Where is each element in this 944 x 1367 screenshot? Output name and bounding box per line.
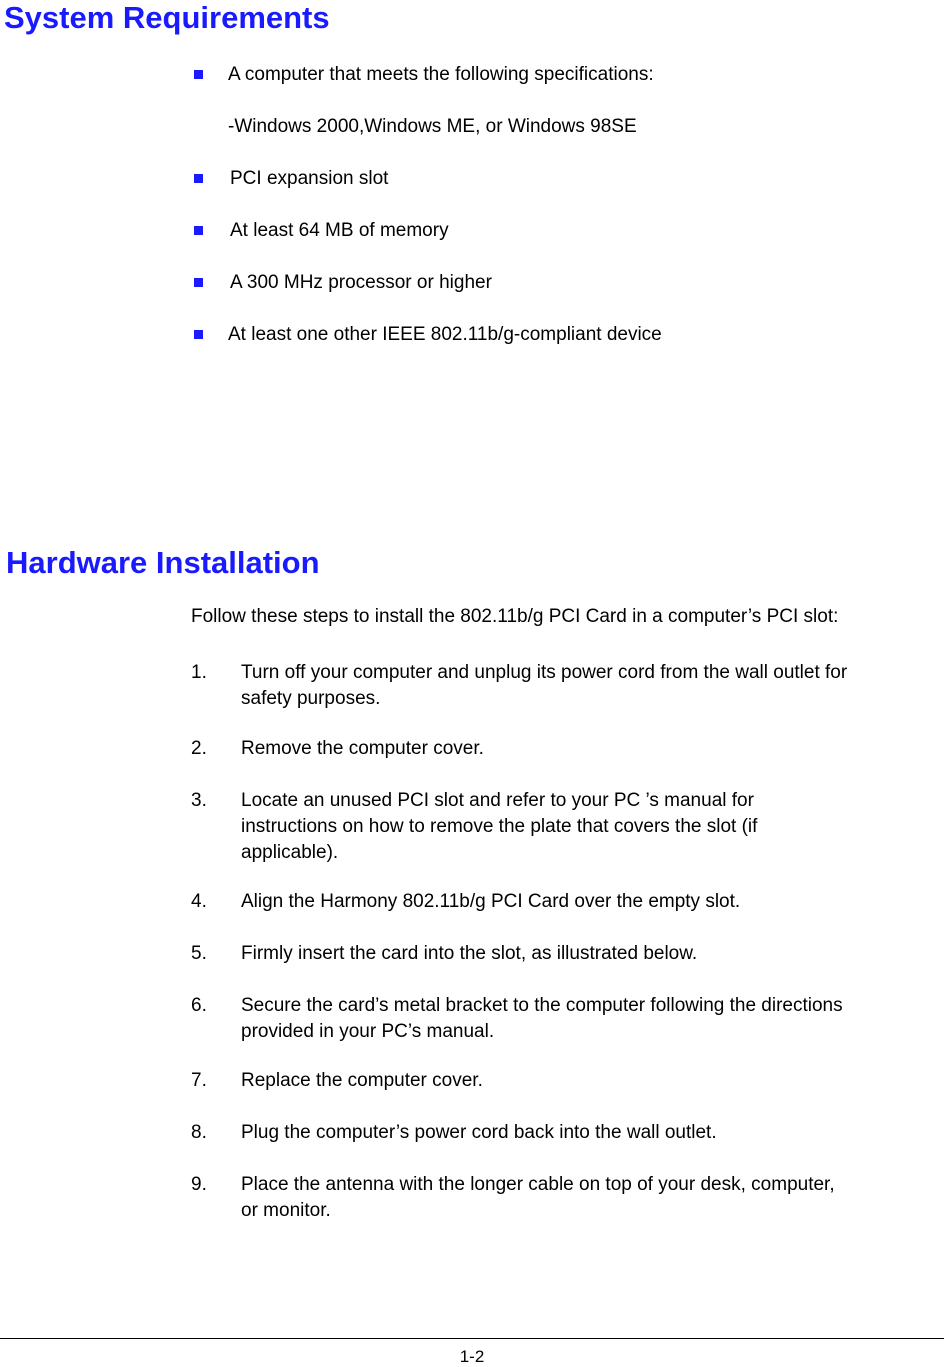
step-line: Turn off your computer and unplug its power cord from the wall outlet for xyxy=(241,662,848,683)
installation-intro: Follow these steps to install the 802.11b/g PCI Card in a computer’s PCI slot: xyxy=(191,606,839,627)
requirement-text: At least one other IEEE 802.11b/g-compliant device xyxy=(228,324,662,345)
step-line: provided in your PC’s manual. xyxy=(241,1021,495,1042)
step-number: 3. xyxy=(191,790,207,811)
square-bullet-icon xyxy=(194,278,203,287)
footer-divider xyxy=(0,1338,944,1339)
step-line: Align the Harmony 802.11b/g PCI Card over the empty slot. xyxy=(241,891,741,912)
step-number: 4. xyxy=(191,891,207,912)
step-line: Place the antenna with the longer cable on top of your desk, computer, xyxy=(241,1174,835,1195)
step-text xyxy=(241,788,941,866)
step-text xyxy=(241,736,941,762)
square-bullet-icon xyxy=(194,70,203,79)
requirement-text: A 300 MHz processor or higher xyxy=(230,272,492,293)
step-number: 9. xyxy=(191,1174,207,1195)
step-line: Replace the computer cover. xyxy=(241,1070,483,1091)
step-text xyxy=(241,660,941,712)
os-requirement-text: -Windows 2000,Windows ME, or Windows 98SE xyxy=(228,116,637,137)
step-number: 5. xyxy=(191,943,207,964)
requirement-text: PCI expansion slot xyxy=(230,168,389,189)
requirement-text: At least 64 MB of memory xyxy=(230,220,449,241)
hardware-installation-heading: Hardware Installation xyxy=(6,545,320,580)
step-number: 6. xyxy=(191,995,207,1016)
square-bullet-icon xyxy=(194,174,203,183)
step-text xyxy=(241,1068,941,1094)
step-line: applicable). xyxy=(241,842,339,863)
step-number: 2. xyxy=(191,738,207,759)
square-bullet-icon xyxy=(194,226,203,235)
step-line: Secure the card’s metal bracket to the computer following the directions xyxy=(241,995,843,1016)
page-number: 1-2 xyxy=(459,1347,485,1366)
step-number: 8. xyxy=(191,1122,207,1143)
step-text xyxy=(241,941,941,967)
step-number: 1. xyxy=(191,662,207,683)
requirement-text: A computer that meets the following specifications: xyxy=(228,64,654,85)
step-text xyxy=(241,889,941,915)
step-text xyxy=(241,993,941,1045)
step-line: instructions on how to remove the plate that covers the slot (if xyxy=(241,816,758,837)
step-number: 7. xyxy=(191,1070,207,1091)
system-requirements-heading: System Requirements xyxy=(4,0,330,35)
step-line: Plug the computer’s power cord back into the wall outlet. xyxy=(241,1122,717,1143)
step-text xyxy=(241,1120,941,1146)
step-text xyxy=(241,1172,941,1224)
step-line: or monitor. xyxy=(241,1200,331,1221)
step-line: Locate an unused PCI slot and refer to your PC ’s manual for xyxy=(241,790,754,811)
step-line: safety purposes. xyxy=(241,688,381,709)
step-line: Remove the computer cover. xyxy=(241,738,484,759)
square-bullet-icon xyxy=(194,330,203,339)
step-line: Firmly insert the card into the slot, as illustrated below. xyxy=(241,943,698,964)
